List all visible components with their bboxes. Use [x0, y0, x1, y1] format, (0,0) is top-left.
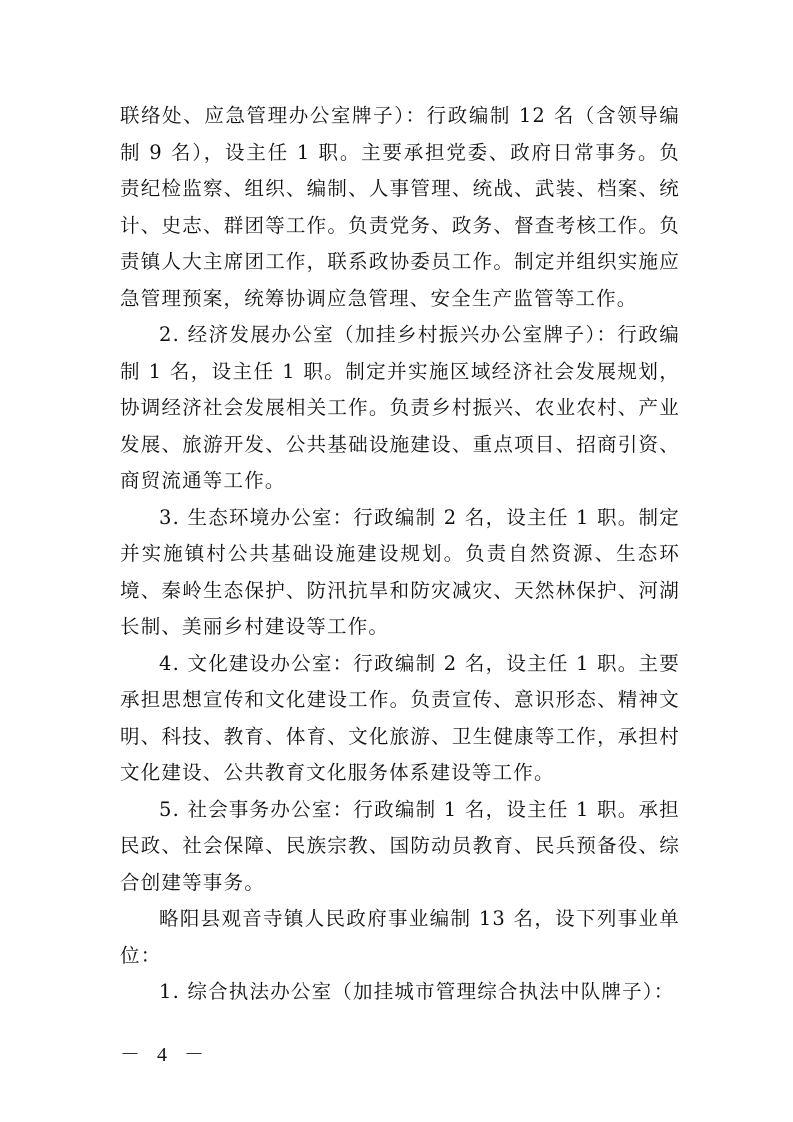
paragraph-social-affairs-office: 5. 社会事务办公室：行政编制 1 名，设主任 1 职。承担民政、社会保障、民族宗教、国防动员教育、民兵预备役、综合创建等事务。: [120, 797, 680, 894]
document-body: [120, 98, 680, 1011]
paragraph-ecological-environment-office: 3. 生态环境办公室：行政编制 2 名，设主任 1 职。制定并实施镇村公共基础设施建设规划。负责自然资源、生态环境、秦岭生态保护、防汛抗旱和防灾减灾、天然林保护、河湖长制、美丽乡村建设等工作。: [120, 505, 680, 638]
paragraph-economic-development-office: 2. 经济发展办公室（加挂乡村振兴办公室牌子）：行政编制 1 名，设主任 1 职。制定并实施区域经济社会发展规划，协调经济社会发展相关工作。负责乡村振兴、农业农村、产业发展、旅游开发、公共基础设施建设、重点项目、招商引资、商贸流通等工作。: [120, 323, 680, 492]
paragraph-party-office-continued: 联络处、应急管理办公室牌子）：行政编制 12 名（含领导编制 9 名），设主任 1 职。主要承担党委、政府日常事务。负责纪检监察、组织、编制、人事管理、统战、武装、档案、统计、史志、群团等工作。负责党务、政务、督查考核工作。负责镇人大主席团工作，联系政协委员工作。制定并组织实施应急管理预案，统筹协调应急管理、安全生产监管等工作。: [120, 104, 680, 310]
page-number: － 4 －: [120, 1044, 210, 1066]
paragraph-cultural-construction-office: 4. 文化建设办公室：行政编制 2 名，设主任 1 职。主要承担思想宣传和文化建设工作。负责宣传、意识形态、精神文明、科技、教育、体育、文化旅游、卫生健康等工作，承担村文化建设、公共教育文化服务体系建设等工作。: [120, 651, 680, 784]
paragraph-comprehensive-enforcement-office: 1. 综合执法办公室（加挂城市管理综合执法中队牌子）：: [159, 980, 675, 1003]
paragraph-public-institutions-intro: 略阳县观音寺镇人民政府事业编制 13 名，设下列事业单位：: [120, 907, 680, 967]
